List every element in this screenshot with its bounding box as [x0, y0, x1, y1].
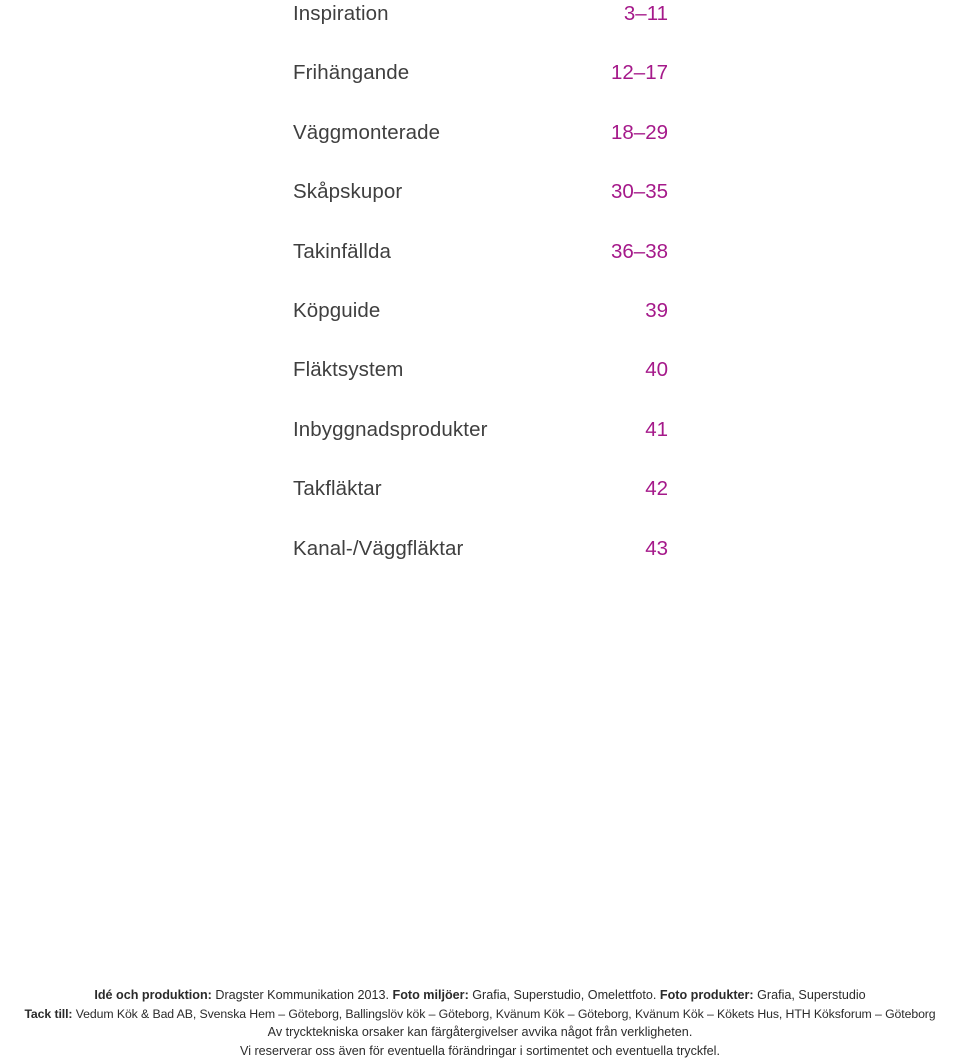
toc-row-frihangande[interactable]: [293, 59, 668, 118]
toc-row-kanal-vaggflaktar[interactable]: [293, 535, 668, 594]
toc-page-number: 40: [645, 358, 668, 382]
toc-page-range: 30–35: [610, 180, 668, 204]
idea-value: Dragster Kommunikation 2013.: [211, 988, 393, 1002]
table-of-contents: [293, 0, 668, 594]
toc-page-range: 18–29: [610, 120, 668, 144]
toc-page-range: 3–11: [623, 2, 668, 25]
toc-label: Inspiration: [293, 2, 389, 25]
toc-row-inbyggnadsprodukter[interactable]: [293, 416, 668, 475]
idea-label: Idé och produktion:: [94, 988, 212, 1002]
production-credits-line: [0, 986, 960, 1005]
toc-row-vaggmonterade[interactable]: [293, 119, 668, 178]
toc-page-number: 43: [645, 536, 668, 560]
disclaimer-line-2: Vi reserverar oss även för eventuella förändringar i sortimentet och eventuella tryckfel.: [240, 1043, 720, 1058]
toc-page-number: 42: [645, 477, 668, 501]
toc-row-skapskupor[interactable]: [293, 178, 668, 237]
toc-page-number: 41: [645, 417, 668, 441]
toc-page-number: 39: [645, 298, 668, 322]
photo-products-label: Foto produkter:: [659, 988, 754, 1002]
toc-label: Frihängande: [293, 61, 410, 85]
toc-row-inspiration[interactable]: [293, 0, 668, 59]
disclaimer-line-1: Av trycktekniska orsaker kan färgåtergivelser avvika något från verkligheten.: [267, 1025, 693, 1040]
toc-label: Väggmonterade: [293, 120, 441, 144]
toc-label: Skåpskupor: [293, 180, 403, 204]
toc-label: Fläktsystem: [293, 358, 404, 382]
toc-row-flaktsystem[interactable]: [293, 356, 668, 415]
photo-environment-label: Foto miljöer:: [392, 988, 469, 1002]
toc-label: Takinfällda: [293, 239, 391, 263]
photo-environment-value: Grafia, Superstudio, Omelettfoto.: [468, 988, 660, 1002]
thanks-label: Tack till:: [24, 1006, 73, 1021]
photo-products-value: Grafia, Superstudio: [753, 988, 866, 1002]
thanks-value: Vedum Kök & Bad AB, Svenska Hem – Göteborg, Ballingslöv kök – Göteborg, Kvänum Kök – Göteborg, Kvänum Kök – Kökets Hus, HTH Köksforum – Göteborg: [72, 1006, 936, 1021]
toc-label: Kanal-/Väggfläktar: [293, 536, 464, 560]
toc-page-range: 36–38: [610, 239, 668, 263]
toc-label: Köpguide: [293, 298, 381, 322]
toc-row-kopguide[interactable]: [293, 297, 668, 356]
toc-row-takinfallda[interactable]: [293, 238, 668, 297]
toc-row-takflaktar[interactable]: [293, 475, 668, 534]
colophon: [0, 986, 960, 1060]
toc-label: Takfläktar: [293, 477, 382, 501]
toc-page-range: 12–17: [610, 61, 668, 85]
toc-label: Inbyggnadsprodukter: [293, 417, 488, 441]
thanks-line: [0, 1005, 960, 1024]
